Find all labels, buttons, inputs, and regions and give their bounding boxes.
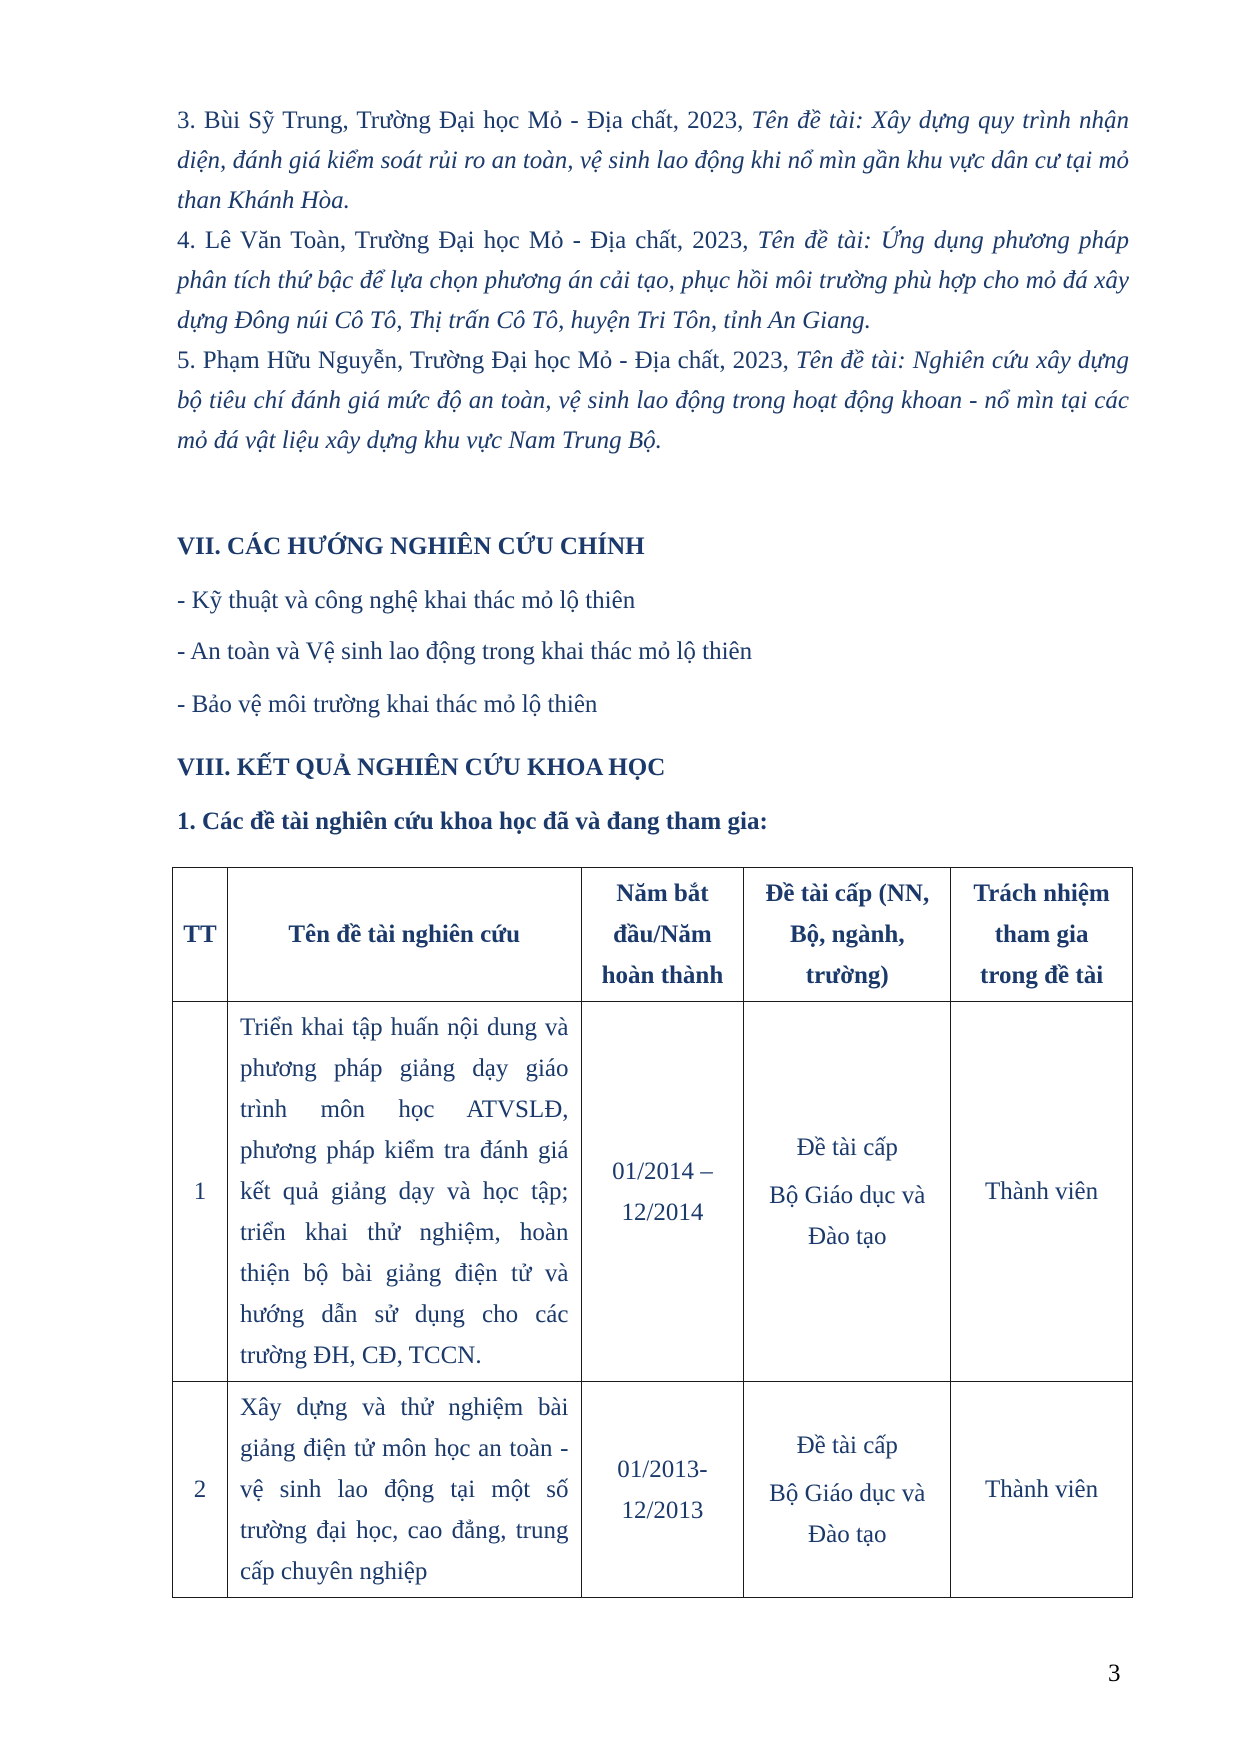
row-years: 01/2014 – 12/2014 — [581, 1002, 744, 1382]
row-role: Thành viên — [951, 1382, 1133, 1598]
row-tt: 2 — [173, 1382, 228, 1598]
reference-item-4 — [177, 221, 1129, 341]
reference-item-3 — [177, 101, 1129, 221]
research-projects-table — [172, 867, 1133, 1598]
row-role: Thành viên — [951, 1002, 1133, 1382]
header-project-title: Tên đề tài nghiên cứu — [227, 868, 581, 1002]
row-level: Đề tài cấp Bộ Giáo dục và Đào tạo — [744, 1002, 951, 1382]
table-row — [173, 1382, 1133, 1598]
research-direction-item: - Bảo vệ môi trường khai thác mỏ lộ thiên — [177, 691, 598, 718]
header-level: Đề tài cấp (NN, Bộ, ngành, trường) — [744, 868, 951, 1002]
header-tt: TT — [173, 868, 228, 1002]
reference-title: Tên đề tài: Ứng dụng phương pháp phân tích thứ bậc để lựa chọn phương án cải tạo, phục hồi môi trường phù hợp cho mỏ đá xây dựng Đông núi Cô Tô, Thị trấn Cô Tô, huyện Tri Tôn, tỉnh An Giang. — [177, 227, 1129, 334]
header-years: Năm bắt đầu/Năm hoàn thành — [581, 868, 744, 1002]
reference-item-5 — [177, 341, 1129, 461]
reference-title: Tên đề tài: Nghiên cứu xây dựng bộ tiêu chí đánh giá mức độ an toàn, vệ sinh lao động trong hoạt động khoan - nổ mìn tại các mỏ đá vật liệu xây dựng khu vực Nam Trung Bộ. — [177, 347, 1129, 454]
row-level: Đề tài cấp Bộ Giáo dục và Đào tạo — [744, 1382, 951, 1598]
section-heading-research-directions: VII. CÁC HƯỚNG NGHIÊN CỨU CHÍNH — [177, 533, 645, 560]
page-number: 3 — [1108, 1660, 1121, 1687]
row-project-title: Xây dựng và thử nghiệm bài giảng điện tử môn học an toàn - vệ sinh lao động tại một số trường đại học, cao đẳng, trung cấp chuyên nghiệp — [227, 1382, 581, 1598]
research-direction-item: - Kỹ thuật và công nghệ khai thác mỏ lộ thiên — [177, 587, 636, 614]
research-direction-item: - An toàn và Vệ sinh lao động trong khai thác mỏ lộ thiên — [177, 638, 753, 665]
section-heading-research-results: VIII. KẾT QUẢ NGHIÊN CỨU KHOA HỌC — [177, 754, 666, 781]
row-tt: 1 — [173, 1002, 228, 1382]
table-row — [173, 1002, 1133, 1382]
reference-author: 4. Lê Văn Toàn, Trường Đại học Mỏ - Địa chất, 2023, — [177, 227, 758, 254]
subheading-research-projects: 1. Các đề tài nghiên cứu khoa học đã và đang tham gia: — [177, 808, 768, 835]
row-years: 01/2013- 12/2013 — [581, 1382, 744, 1598]
reference-title: Tên đề tài: Xây dựng quy trình nhận diện, đánh giá kiểm soát rủi ro an toàn, vệ sinh lao động khi nổ mìn gần khu vực dân cư tại mỏ than Khánh Hòa. — [177, 107, 1129, 214]
table-header-row — [173, 868, 1133, 1002]
reference-author: 3. Bùi Sỹ Trung, Trường Đại học Mỏ - Địa chất, 2023, — [177, 107, 752, 134]
reference-author: 5. Phạm Hữu Nguyễn, Trường Đại học Mỏ - Địa chất, 2023, — [177, 347, 796, 374]
header-role: Trách nhiệm tham gia trong đề tài — [951, 868, 1133, 1002]
row-project-title: Triển khai tập huấn nội dung và phương pháp giảng dạy giáo trình môn học ATVSLĐ, phương pháp kiểm tra đánh giá kết quả giảng dạy và học tập; triển khai thử nghiệm, hoàn thiện bộ bài giảng điện tử và hướng dẫn sử dụng cho các trường ĐH, CĐ, TCCN. — [227, 1002, 581, 1382]
